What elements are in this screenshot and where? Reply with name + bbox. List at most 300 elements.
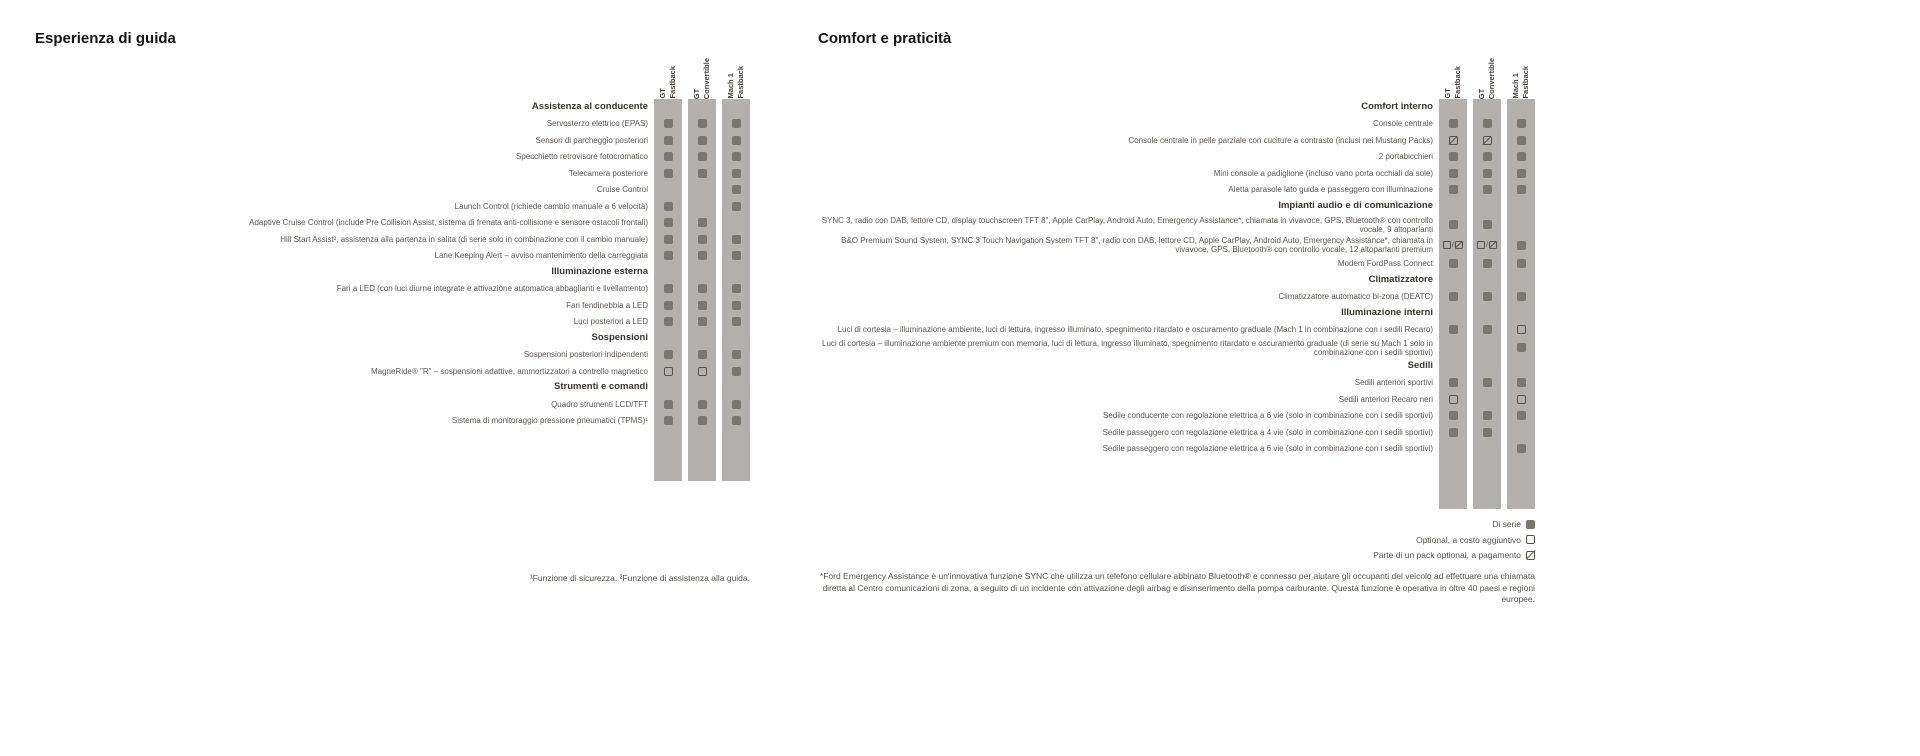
table-row (818, 182, 1535, 199)
table-cell (1507, 441, 1535, 458)
filled-square-icon (1517, 292, 1526, 301)
outline-square-icon (1477, 241, 1485, 249)
filled-square-icon (1517, 241, 1526, 250)
table-row (818, 165, 1535, 182)
filled-square-icon (732, 301, 741, 310)
table-cell (1439, 255, 1467, 272)
filled-square-icon (1517, 169, 1526, 178)
filled-square-icon (1449, 428, 1458, 437)
slash-square-icon (1483, 136, 1492, 145)
outline-square-icon (1517, 325, 1526, 334)
table-cell (1439, 235, 1467, 255)
filled-square-icon (732, 202, 741, 211)
table-cell (722, 149, 750, 166)
table-cell (654, 413, 682, 430)
row-label: Sedili anteriori Recaro neri (1338, 394, 1433, 404)
table-cell (1473, 358, 1501, 375)
table-cell (722, 413, 750, 430)
safety-footnote: ¹Funzione di sicurezza. ²Funzione di assistenza alla guida. (529, 573, 750, 583)
filled-square-icon (1449, 325, 1458, 334)
table-row (35, 363, 750, 380)
table-cell (722, 281, 750, 298)
table-cell (1507, 149, 1535, 166)
table-cell (722, 198, 750, 215)
section-row (818, 358, 1535, 375)
table-cell (722, 429, 750, 481)
table-cell (1473, 116, 1501, 133)
filled-square-icon (698, 284, 707, 293)
table-row (818, 132, 1535, 149)
table-row (35, 149, 750, 166)
table-cell (1439, 358, 1467, 375)
table-cell (654, 314, 682, 331)
row-label: MagneRide® "R" – sospensioni adattive, ammortizzatori a controllo magnetico (370, 366, 648, 376)
row-label: Climatizzatore (1368, 273, 1433, 285)
table-cell (1439, 408, 1467, 425)
filled-square-icon (1483, 169, 1492, 178)
legend-item (1416, 535, 1535, 545)
row-label: Illuminazione interni (1341, 306, 1433, 318)
table-cell (722, 165, 750, 182)
outline-square-icon (1449, 395, 1458, 404)
table-row (35, 248, 750, 265)
table-cell (654, 380, 682, 397)
table-cell (688, 132, 716, 149)
table-cell (688, 429, 716, 481)
table-cell (688, 231, 716, 248)
table-cell (654, 231, 682, 248)
table-row (818, 321, 1535, 338)
section-row (818, 305, 1535, 322)
row-label: Adaptive Cruise Control (include Pre Collision Assist, sistema di frenata anti-collisione e sensore ostacoli frontali) (249, 218, 648, 228)
table-cell (1439, 375, 1467, 392)
filled-square-icon (1517, 444, 1526, 453)
table-cell (654, 363, 682, 380)
table-cell (1439, 272, 1467, 289)
table-cell (1473, 321, 1501, 338)
row-label: Sistema di monitoraggio pressione pneumatici (TPMS)¹ (451, 416, 648, 426)
table-cell (1439, 215, 1467, 235)
filled-square-icon (698, 235, 707, 244)
row-label: Assistenza al conducente (531, 100, 648, 112)
row-label: Illuminazione esterna (551, 265, 648, 277)
slash-square-icon (1489, 241, 1497, 249)
filled-square-icon (1483, 378, 1492, 387)
filled-square-icon (1483, 185, 1492, 194)
filled-square-icon (732, 350, 741, 359)
filled-square-icon (698, 152, 707, 161)
filled-square-icon (664, 251, 673, 260)
table-cell (688, 396, 716, 413)
table-cell (722, 297, 750, 314)
row-label: Servosterzo elettrico (EPAS) (546, 119, 648, 129)
filled-square-icon (732, 251, 741, 260)
table-cell (1439, 288, 1467, 305)
table-cell (1439, 391, 1467, 408)
table-cell (688, 314, 716, 331)
row-label: Specchietto retrovisore fotocromatico (515, 152, 648, 162)
filled-square-icon (1517, 411, 1526, 420)
table-cell (1473, 149, 1501, 166)
table-cell (654, 297, 682, 314)
table-cell (654, 429, 682, 481)
filled-square-icon (1449, 119, 1458, 128)
filled-square-icon (1449, 220, 1458, 229)
table-cell (1473, 288, 1501, 305)
row-label: Sedili anteriori sportivi (1354, 378, 1433, 388)
table-cell (722, 182, 750, 199)
table-row (35, 215, 750, 232)
table-row (35, 198, 750, 215)
row-label: Console centrale (1372, 119, 1433, 129)
table-cell (1473, 441, 1501, 458)
table-row (35, 281, 750, 298)
table-cell (1439, 305, 1467, 322)
filled-square-icon (1517, 136, 1526, 145)
table-cell (1507, 235, 1535, 255)
driving-experience-panel (35, 30, 750, 481)
filled-square-icon (1517, 343, 1526, 352)
table-cell (654, 182, 682, 199)
table-cell (654, 149, 682, 166)
table-cell (688, 99, 716, 116)
table-cell (1507, 132, 1535, 149)
outline-square-icon (698, 367, 707, 376)
column-header: GT Convertible (1477, 57, 1496, 99)
row-label: Strumenti e comandi (554, 381, 648, 393)
section-row (35, 99, 750, 116)
row-label: Sospensioni posteriori indipendenti (523, 350, 648, 360)
filled-square-icon (732, 152, 741, 161)
legend-label: Optional, a costo aggiuntivo (1416, 534, 1521, 545)
row-label: Aletta parasole lato guida e passeggero con illuminazione (1228, 185, 1433, 195)
filled-square-icon (698, 218, 707, 227)
table-cell (722, 347, 750, 364)
filled-square-icon (732, 185, 741, 194)
table-cell (1439, 99, 1467, 116)
filled-square-icon (698, 400, 707, 409)
section-row (35, 380, 750, 397)
table-cell (1507, 338, 1535, 358)
table-cell (1439, 457, 1467, 509)
table-cell (688, 330, 716, 347)
filled-square-icon (698, 136, 707, 145)
table-cell (654, 330, 682, 347)
table-cell (1507, 182, 1535, 199)
table-row (818, 288, 1535, 305)
table-cell (1473, 457, 1501, 509)
table-cell (1507, 457, 1535, 509)
table-cell (688, 165, 716, 182)
row-label: 2 portabicchieri (1378, 152, 1433, 162)
table-cell (1507, 215, 1535, 235)
filled-square-icon (732, 119, 741, 128)
row-label: Luci posteriori a LED (573, 317, 648, 327)
filled-square-icon (1449, 411, 1458, 420)
column-headers (1439, 51, 1535, 99)
table-cell (688, 264, 716, 281)
filled-square-icon (1517, 185, 1526, 194)
filled-square-icon (664, 284, 673, 293)
row-label: Telecamera posteriore (568, 168, 648, 178)
table-cell (722, 330, 750, 347)
table-cell (1473, 338, 1501, 358)
filled-square-icon (1449, 259, 1458, 268)
outline-square-icon (1517, 395, 1526, 404)
table-row (35, 314, 750, 331)
column-header: Mach 1 Fastback (1511, 66, 1530, 99)
section-row (818, 198, 1535, 215)
table-cell (1507, 288, 1535, 305)
filled-square-icon (698, 317, 707, 326)
filled-square-icon (664, 400, 673, 409)
row-label: Lane Keeping Alert – avviso mantenimento della carreggiata (434, 251, 648, 261)
row-label: SYNC 3, radio con DAB, lettore CD, display touchscreen TFT 8", Apple CarPlay, Android Auto, Emergency Assistance*, chiamata in vivavoce, GPS, Bluetooth® con controllo vocale, 9 altoparlanti (821, 215, 1433, 234)
legend-label: Di serie (1492, 519, 1521, 530)
table-cell (1473, 424, 1501, 441)
table-cell (654, 248, 682, 265)
filled-square-icon (1483, 152, 1492, 161)
table-cell (1473, 132, 1501, 149)
table-cell (688, 413, 716, 430)
table-row (35, 396, 750, 413)
filled-square-icon (1517, 152, 1526, 161)
table-cell (1507, 358, 1535, 375)
table-cell (722, 264, 750, 281)
filled-square-icon (664, 416, 673, 425)
filled-square-icon (732, 367, 741, 376)
table-row (818, 338, 1535, 358)
filled-square-icon (664, 350, 673, 359)
section-row (35, 264, 750, 281)
row-label: Mini console a padiglione (incluso vano porta occhiali da sole) (1213, 168, 1433, 178)
table-cell (654, 99, 682, 116)
table-cell (1439, 198, 1467, 215)
legend (818, 519, 1535, 560)
table-cell (1439, 116, 1467, 133)
table-cell (722, 396, 750, 413)
row-label: Hill Start Assist², assistenza alla partenza in salita (di serie solo in combinazione con il cambio manuale) (280, 234, 648, 244)
filled-square-icon (698, 416, 707, 425)
table-cell (688, 347, 716, 364)
table-cell (1473, 165, 1501, 182)
filled-square-icon (1517, 119, 1526, 128)
table-cell (1439, 182, 1467, 199)
row-label: Luci di cortesia – illuminazione ambiente, luci di lettura, ingresso illuminato, spegnimento ritardato e oscuramento graduale (Mach 1 in combinazione con i sedili Recaro) (837, 324, 1433, 334)
slash-square-icon (1449, 136, 1458, 145)
page-title: Esperienza di guida (35, 30, 176, 47)
table-row (818, 424, 1535, 441)
filled-square-icon (732, 169, 741, 178)
filled-square-icon (698, 350, 707, 359)
table-cell (1473, 235, 1501, 255)
table-filler-row (818, 457, 1535, 509)
row-label: Comfort interno (1361, 100, 1433, 112)
outline-square-icon (664, 367, 673, 376)
table-cell (654, 347, 682, 364)
filled-square-icon (664, 152, 673, 161)
separator: / (1486, 241, 1488, 249)
slash-square-icon (1455, 241, 1463, 249)
table-cell (688, 182, 716, 199)
table-cell (1439, 441, 1467, 458)
table-cell (722, 116, 750, 133)
table-row (818, 375, 1535, 392)
filled-square-icon (732, 317, 741, 326)
row-label: Modem FordPass Connect (1337, 258, 1433, 268)
filled-square-icon (698, 169, 707, 178)
table-cell (1439, 149, 1467, 166)
column-header: GT Convertible (692, 57, 711, 99)
row-label: Sedili (1407, 359, 1433, 371)
optional-or-pack-symbols (1477, 241, 1497, 249)
table-cell (654, 132, 682, 149)
table-cell (722, 363, 750, 380)
header-row (35, 51, 750, 99)
filled-square-icon (1483, 220, 1492, 229)
row-label: Sensori di parcheggio posteriori (535, 135, 648, 145)
column-headers (654, 51, 750, 99)
row-label: B&O Premium Sound System, SYNC 3 Touch Navigation System TFT 8", radio con DAB, lettore CD, Apple CarPlay, Android Auto, Emergency Assistance*, chiamata in vivavoce, GPS, Bluetooth® con controllo vocale, 12 altoparlanti premium (841, 235, 1433, 255)
table-cell (1507, 116, 1535, 133)
comfort-panel (818, 30, 1535, 606)
table-cell (1473, 182, 1501, 199)
legend-item (1373, 550, 1535, 560)
table-cell (688, 149, 716, 166)
table-cell (722, 314, 750, 331)
table-cell (688, 116, 716, 133)
filled-square-icon (732, 136, 741, 145)
filled-square-icon (1449, 378, 1458, 387)
table-cell (688, 215, 716, 232)
table-cell (1473, 198, 1501, 215)
row-label: Sospensioni (591, 331, 648, 343)
row-label: Sedile passeggero con regolazione elettrica a 4 vie (solo in combinazione con i sedili sportivi) (1102, 427, 1433, 437)
table-cell (1507, 165, 1535, 182)
filled-square-icon (698, 251, 707, 260)
row-label: Sedile conducente con regolazione elettrica a 6 vie (solo in combinazione con i sedili sportivi) (1103, 411, 1433, 421)
table-cell (654, 264, 682, 281)
filled-square-icon (732, 235, 741, 244)
table-body (35, 99, 750, 481)
table-cell (1507, 375, 1535, 392)
table-cell (1473, 215, 1501, 235)
row-label: Fari fendinebbia a LED (566, 300, 648, 310)
filled-square-icon (1483, 259, 1492, 268)
table-cell (688, 380, 716, 397)
filled-square-icon (732, 284, 741, 293)
filled-square-icon (1483, 411, 1492, 420)
table-cell (1473, 255, 1501, 272)
table-row (35, 182, 750, 199)
section-row (35, 330, 750, 347)
table-row (818, 255, 1535, 272)
optional-or-pack-symbols (1443, 241, 1463, 249)
table-row (35, 116, 750, 133)
table-cell (1507, 255, 1535, 272)
driving-experience-table (35, 51, 750, 481)
row-label: Console centrale in pelle parziale con cuciture a contrasto (inclusi nei Mustang Packs) (1128, 135, 1433, 145)
row-label: Luci di cortesia – illuminazione ambiente premium con memoria, luci di lettura, ingresso illuminato, spegnimento ritardato e oscuramento graduale (di serie su Mach 1 solo in combinazione con i sedili sportivi) (822, 338, 1433, 357)
filled-square-icon (664, 235, 673, 244)
table-cell (1507, 272, 1535, 289)
table-row (818, 391, 1535, 408)
filled-square-icon (664, 301, 673, 310)
row-label: Climatizzatore automatico bi-zona (DEATC) (1278, 291, 1433, 301)
outline-square-icon (1443, 241, 1451, 249)
table-cell (1439, 424, 1467, 441)
row-label: Launch Control (richiede cambio manuale a 6 velocità) (454, 201, 648, 211)
table-row (35, 347, 750, 364)
filled-square-icon (1526, 520, 1535, 529)
table-row (35, 413, 750, 430)
table-cell (654, 396, 682, 413)
table-cell (688, 198, 716, 215)
table-cell (1439, 321, 1467, 338)
table-row (818, 235, 1535, 255)
column-header: GT Fastback (658, 66, 677, 99)
table-cell (722, 231, 750, 248)
filled-square-icon (1449, 169, 1458, 178)
table-cell (688, 363, 716, 380)
table-cell (722, 380, 750, 397)
section-row (818, 99, 1535, 116)
table-cell (688, 248, 716, 265)
filled-square-icon (1483, 428, 1492, 437)
section-row (818, 272, 1535, 289)
table-cell (1439, 338, 1467, 358)
table-cell (1473, 375, 1501, 392)
table-cell (1507, 99, 1535, 116)
filled-square-icon (698, 119, 707, 128)
row-label: Cruise Control (596, 185, 648, 195)
table-cell (654, 215, 682, 232)
row-label: Impianti audio e di comunicazione (1278, 199, 1433, 211)
filled-square-icon (1449, 292, 1458, 301)
filled-square-icon (1517, 259, 1526, 268)
table-cell (1439, 165, 1467, 182)
table-row (35, 231, 750, 248)
table-cell (722, 99, 750, 116)
table-cell (688, 297, 716, 314)
row-label: Quadro strumenti LCD/TFT (551, 399, 648, 409)
filled-square-icon (664, 169, 673, 178)
row-label: Sedile passeggero con regolazione elettrica a 6 vie (solo in combinazione con i sedili sportivi) (1102, 444, 1433, 454)
table-cell (654, 165, 682, 182)
table-cell (654, 116, 682, 133)
table-cell (1473, 272, 1501, 289)
filled-square-icon (1449, 185, 1458, 194)
page-title: Comfort e praticità (818, 30, 952, 47)
legend-label: Parte di un pack optional, a pagamento (1373, 550, 1521, 561)
table-row (818, 408, 1535, 425)
table-cell (722, 248, 750, 265)
column-header: Mach 1 Fastback (726, 66, 745, 99)
filled-square-icon (1483, 119, 1492, 128)
table-row (35, 297, 750, 314)
table-body (818, 99, 1535, 509)
filled-square-icon (732, 400, 741, 409)
table-cell (1473, 305, 1501, 322)
separator: / (1452, 241, 1454, 249)
filled-square-icon (1483, 292, 1492, 301)
table-cell (688, 281, 716, 298)
table-cell (1473, 99, 1501, 116)
filled-square-icon (664, 218, 673, 227)
column-header: GT Fastback (1443, 66, 1462, 99)
filled-square-icon (698, 301, 707, 310)
table-cell (1507, 391, 1535, 408)
